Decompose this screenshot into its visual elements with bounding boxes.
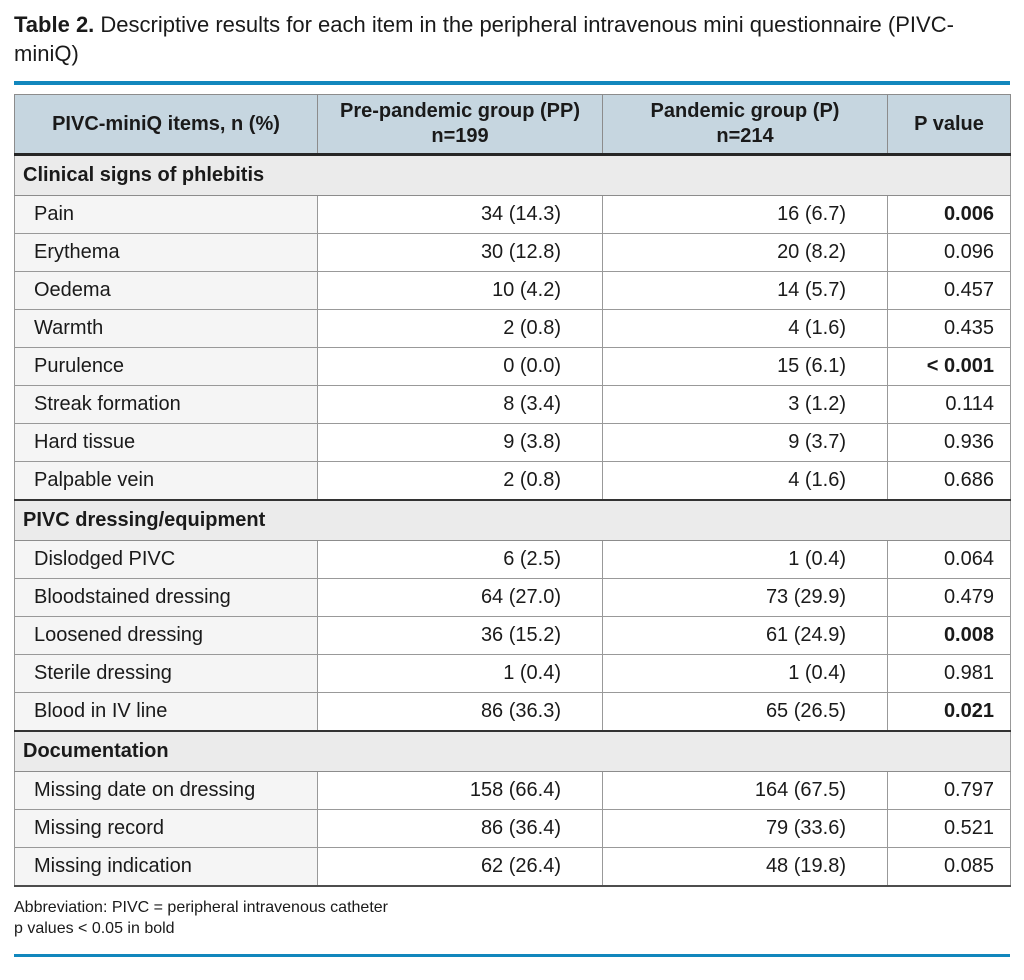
pp-group-cell: 86 (36.3) xyxy=(318,693,603,731)
header-pandemic-label: Pandemic group (P) xyxy=(650,100,840,123)
table-caption-text: Descriptive results for each item in the peripheral intravenous mini questionnaire (PIVC-miniQ) xyxy=(14,12,954,67)
item-cell: Sterile dressing xyxy=(15,655,318,693)
section-row xyxy=(15,731,1011,772)
p-group-cell: 65 (26.5) xyxy=(603,693,888,731)
header-pandemic-column xyxy=(603,95,888,155)
pp-group-cell: 86 (36.4) xyxy=(318,810,603,848)
table-row xyxy=(15,272,1011,310)
footnote-pvalue-note: p values < 0.05 in bold xyxy=(14,919,175,937)
table-row xyxy=(15,196,1011,234)
pp-group-cell: 8 (3.4) xyxy=(318,386,603,424)
item-cell: Bloodstained dressing xyxy=(15,579,318,617)
pp-group-cell: 34 (14.3) xyxy=(318,196,603,234)
pp-group-cell: 2 (0.8) xyxy=(318,462,603,500)
item-cell: Erythema xyxy=(15,234,318,272)
p-group-cell: 73 (29.9) xyxy=(603,579,888,617)
table-header xyxy=(15,95,1011,155)
p-group-cell: 9 (3.7) xyxy=(603,424,888,462)
section-title: Clinical signs of phlebitis xyxy=(15,155,1011,196)
pp-group-cell: 2 (0.8) xyxy=(318,310,603,348)
top-accent-rule xyxy=(14,81,1010,85)
header-prepandemic-column xyxy=(318,95,603,155)
pp-group-cell: 0 (0.0) xyxy=(318,348,603,386)
table-row xyxy=(15,579,1011,617)
pp-group-cell: 10 (4.2) xyxy=(318,272,603,310)
p-group-cell: 16 (6.7) xyxy=(603,196,888,234)
p-group-cell: 1 (0.4) xyxy=(603,655,888,693)
p-group-cell: 15 (6.1) xyxy=(603,348,888,386)
bottom-accent-rule xyxy=(14,954,1010,957)
table-row xyxy=(15,348,1011,386)
header-items-label: PIVC-miniQ items, n (%) xyxy=(52,112,280,135)
p-value-cell: 0.686 xyxy=(888,462,1011,500)
p-group-cell: 14 (5.7) xyxy=(603,272,888,310)
item-cell: Oedema xyxy=(15,272,318,310)
table-row xyxy=(15,234,1011,272)
p-value-cell: 0.006 xyxy=(888,196,1011,234)
pp-group-cell: 9 (3.8) xyxy=(318,424,603,462)
pp-group-cell: 36 (15.2) xyxy=(318,617,603,655)
p-group-cell: 4 (1.6) xyxy=(603,310,888,348)
results-table xyxy=(14,94,1011,887)
item-cell: Palpable vein xyxy=(15,462,318,500)
item-cell: Streak formation xyxy=(15,386,318,424)
header-pvalue-column xyxy=(888,95,1011,155)
section-title: PIVC dressing/equipment xyxy=(15,500,1011,541)
table-body xyxy=(15,155,1011,886)
header-row xyxy=(15,95,1011,155)
table-row xyxy=(15,772,1011,810)
table-caption-label: Table 2. xyxy=(14,12,95,37)
p-group-cell: 4 (1.6) xyxy=(603,462,888,500)
p-group-cell: 20 (8.2) xyxy=(603,234,888,272)
table-row xyxy=(15,310,1011,348)
item-cell: Dislodged PIVC xyxy=(15,541,318,579)
p-group-cell: 3 (1.2) xyxy=(603,386,888,424)
p-value-cell: 0.021 xyxy=(888,693,1011,731)
table-row xyxy=(15,424,1011,462)
pp-group-cell: 62 (26.4) xyxy=(318,848,603,886)
item-cell: Purulence xyxy=(15,348,318,386)
header-prepandemic-label: Pre-pandemic group (PP) xyxy=(339,100,581,123)
item-cell: Missing record xyxy=(15,810,318,848)
pp-group-cell: 64 (27.0) xyxy=(318,579,603,617)
p-value-cell: 0.435 xyxy=(888,310,1011,348)
p-value-cell: 0.064 xyxy=(888,541,1011,579)
p-value-cell: 0.479 xyxy=(888,579,1011,617)
table-row xyxy=(15,617,1011,655)
section-row xyxy=(15,500,1011,541)
item-cell: Blood in IV line xyxy=(15,693,318,731)
item-cell: Hard tissue xyxy=(15,424,318,462)
p-value-cell: 0.521 xyxy=(888,810,1011,848)
footnotes xyxy=(14,897,1010,939)
table-row xyxy=(15,462,1011,500)
table-row xyxy=(15,693,1011,731)
footnote-abbreviation: Abbreviation: PIVC = peripheral intravenous catheter xyxy=(14,898,388,916)
p-value-cell: 0.981 xyxy=(888,655,1011,693)
p-value-cell: 0.114 xyxy=(888,386,1011,424)
p-group-cell: 48 (19.8) xyxy=(603,848,888,886)
item-cell: Loosened dressing xyxy=(15,617,318,655)
p-value-cell: 0.008 xyxy=(888,617,1011,655)
pp-group-cell: 1 (0.4) xyxy=(318,655,603,693)
p-group-cell: 1 (0.4) xyxy=(603,541,888,579)
header-prepandemic-n: n=199 xyxy=(431,125,489,148)
table-row xyxy=(15,541,1011,579)
table-row xyxy=(15,848,1011,886)
table-row xyxy=(15,810,1011,848)
item-cell: Missing date on dressing xyxy=(15,772,318,810)
p-value-cell: 0.085 xyxy=(888,848,1011,886)
p-group-cell: 61 (24.9) xyxy=(603,617,888,655)
item-cell: Pain xyxy=(15,196,318,234)
item-cell: Warmth xyxy=(15,310,318,348)
p-value-cell: < 0.001 xyxy=(888,348,1011,386)
header-pvalue-label: P value xyxy=(914,112,984,135)
item-cell: Missing indication xyxy=(15,848,318,886)
pp-group-cell: 30 (12.8) xyxy=(318,234,603,272)
p-value-cell: 0.797 xyxy=(888,772,1011,810)
pp-group-cell: 6 (2.5) xyxy=(318,541,603,579)
header-pandemic-n: n=214 xyxy=(716,125,774,148)
table-row xyxy=(15,655,1011,693)
pp-group-cell: 158 (66.4) xyxy=(318,772,603,810)
section-row xyxy=(15,155,1011,196)
p-group-cell: 164 (67.5) xyxy=(603,772,888,810)
header-items-column xyxy=(15,95,318,155)
p-value-cell: 0.936 xyxy=(888,424,1011,462)
p-value-cell: 0.096 xyxy=(888,234,1011,272)
table-caption xyxy=(14,10,1010,68)
p-group-cell: 79 (33.6) xyxy=(603,810,888,848)
p-value-cell: 0.457 xyxy=(888,272,1011,310)
table-row xyxy=(15,386,1011,424)
section-title: Documentation xyxy=(15,731,1011,772)
